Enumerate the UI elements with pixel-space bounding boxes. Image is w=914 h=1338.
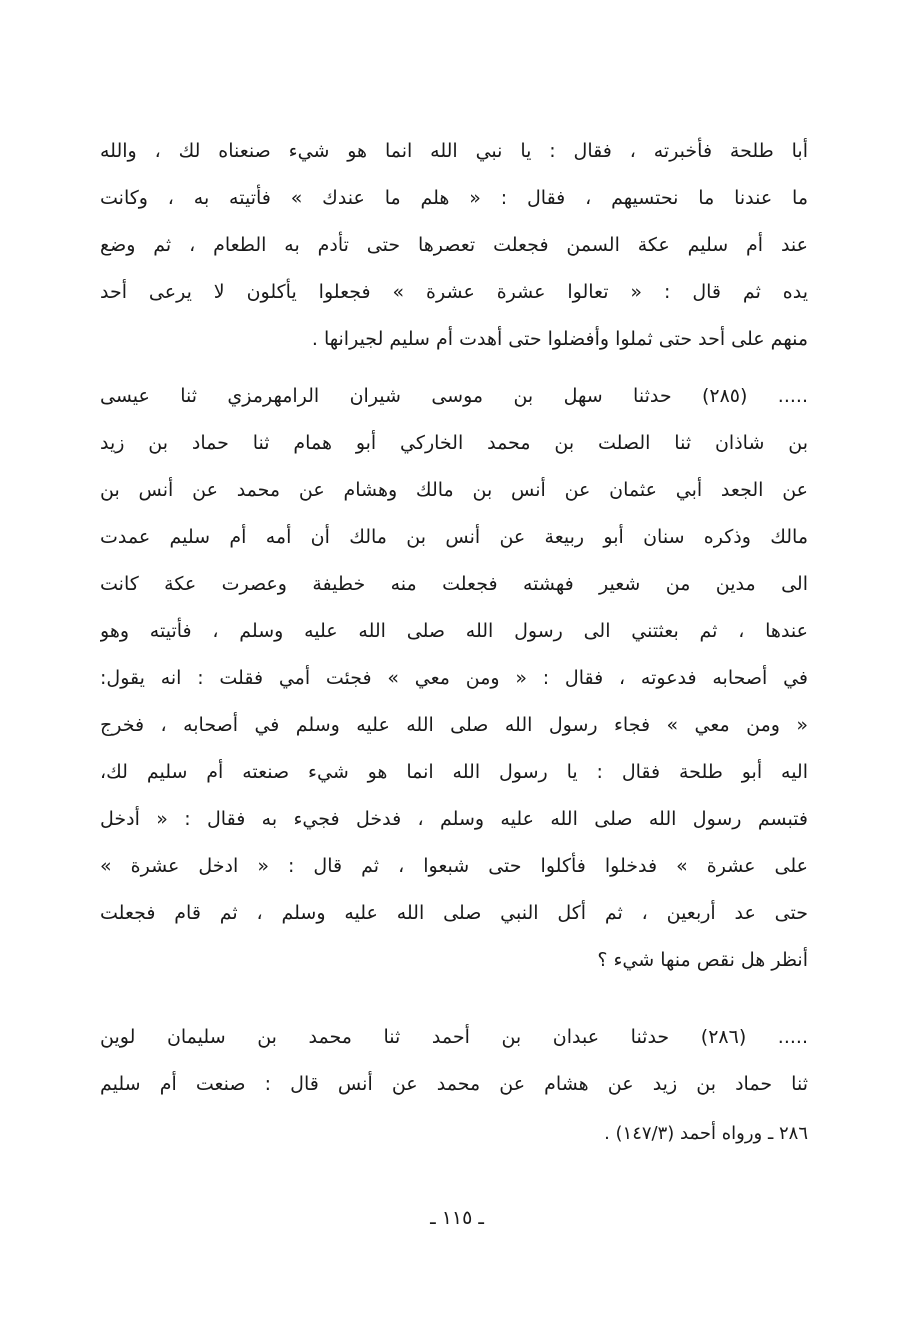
paragraph-hadith-286 <box>100 1014 808 1108</box>
text-line: أنظر هل نقص منها شيء ؟ <box>597 949 808 971</box>
text-line: ..... (٢٨٥) حدثنا سهل بن موسى شيران الرامهرمزي ثنا عيسى <box>100 385 808 407</box>
text-line: ..... (٢٨٦) حدثنا عبدان بن أحمد ثنا محمد بن سليمان لوين <box>100 1026 808 1048</box>
page-number: ـ ١١٥ ـ <box>430 1207 484 1229</box>
text-line: أبا طلحة فأخبرته ، فقال : يا نبي الله انما هو شيء صنعناه لك ، والله <box>100 140 808 162</box>
text-line: في أصحابه فدعوته ، فقال : « ومن معي » فجئت أمي فقلت : انه يقول: <box>100 667 808 689</box>
text-line: حتى عد أربعين ، ثم أكل النبي صلى الله عليه وسلم ، ثم قام فجعلت <box>100 902 808 924</box>
text-line: مالك وذكره سنان أبو ربيعة عن أنس بن مالك أن أمه أم سليم عمدت <box>100 526 808 548</box>
text-line: فتبسم رسول الله صلى الله عليه وسلم ، فدخل فجيء به فقال : « أدخل <box>100 808 808 830</box>
text-line: منهم على أحد حتى ثملوا وأفضلوا حتى أهدت أم سليم لجيرانها . <box>311 328 808 350</box>
text-line: يده ثم قال : « تعالوا عشرة عشرة » فجعلوا يأكلون لا يرعى أحد <box>100 281 808 303</box>
text-line: الى مدين من شعير فهشته فجعلت منه خطيفة وعصرت عكة كانت <box>100 573 808 595</box>
text-line: على عشرة » فدخلوا فأكلوا حتى شبعوا ، ثم قال : « ادخل عشرة » <box>100 855 808 877</box>
page-body <box>100 128 808 1157</box>
text-line: عن الجعد أبي عثمان عن أنس بن مالك وهشام عن محمد عن أنس بن <box>100 479 808 501</box>
text-line: ما عندنا ما نحتسيهم ، فقال : « هلم ما عندك » فأتيته به ، وكانت <box>100 187 808 209</box>
paragraph-hadith-285 <box>100 373 808 984</box>
text-line: ثنا حماد بن زيد عن هشام عن محمد عن أنس قال : صنعت أم سليم <box>100 1073 808 1095</box>
text-line: عندها ، ثم بعثتني الى رسول الله صلى الله عليه وسلم ، فأتيته وهو <box>100 620 808 642</box>
text-line: اليه أبو طلحة فقال : يا رسول الله انما هو شيء صنعته أم سليم لك، <box>100 761 808 783</box>
text-line: عند أم سليم عكة السمن فجعلت تعصرها حتى تأدم به الطعام ، ثم وضع <box>100 234 808 256</box>
paragraph-continuation <box>100 128 808 363</box>
footnote-text: ٢٨٦ ـ ورواه أحمد (١٤٧/٣) . <box>604 1123 808 1144</box>
footnote <box>100 1110 808 1157</box>
text-line: بن شاذان ثنا الصلت بن محمد الخاركي أبو همام ثنا حماد بن زيد <box>100 432 808 454</box>
text-line: « ومن معي » فجاء رسول الله صلى الله عليه وسلم في أصحابه ، فخرج <box>100 714 808 736</box>
